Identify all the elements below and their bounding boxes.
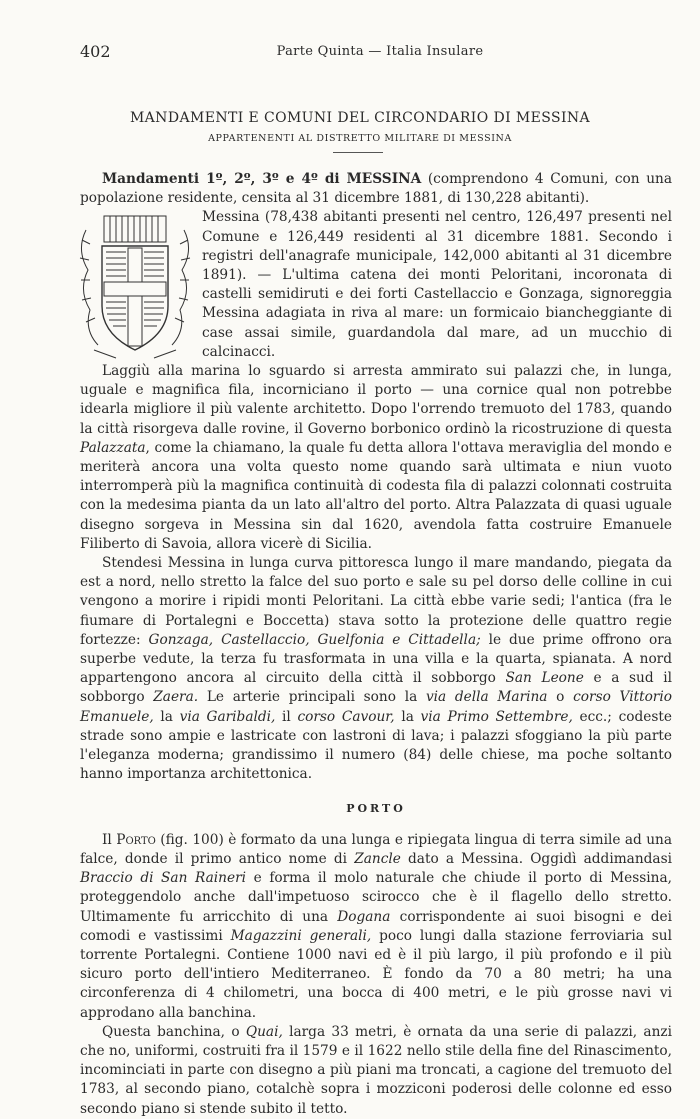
italic-run: via della Marina [425,689,548,706]
text-run: Laggiù alla marina lo sguardo si arresta ammirato sui palazzi che, in lunga, uguale e magnifica fila, incorniciano il porto — una cornice qual non potrebbe idearla migliore il più valente architetto. Dopo l'orrendo tremuoto del 1783, quando la città risorgeva dalle rovine, il Governo borbonico ordinò la ricostruzione di questa [80,363,672,437]
text-run: Questa banchina, o [102,1023,246,1040]
italic-run: Palazzata [80,439,146,456]
text-run: corrispondente ai suoi bisogni e dei comodi e vastissimi [80,908,672,944]
chapter-subtitle: APPARTENENTI AL DISTRETTO MILITARE DI MESSINA [208,133,512,144]
section-heading-porto: PORTO [346,801,406,815]
text-run: poco lungi dalla stazione ferroviaria sul torrente Portalegni. Contiene 1000 navi ed è il più largo, il più profondo e il più sicuro porto dell'intiero Mediterraneo. È fondo da 70 a 80 metri; ha una circonferenza di 4 chilometri, una bocca di 400 metri, e le più grosse navi vi approdano alla banchina. [80,927,672,1021]
page-number: 402 [80,42,111,61]
italic-run: corso Cavour, [297,708,395,725]
paragraph-messina: Messina (78,438 abitanti presenti nel centro, 126,497 presenti nel Comune e 126,449 residenti al 31 dicembre 1881. Secondo i registri dell'anagrafe municipale, 142,000 abitanti al 31 dicembre 1891). — L'ultima catena dei monti Peloritani, incoronata di castelli semidiruti e dei forti Castellaccio e Gonzaga, signoreggia Messina adagiata in riva al mare: un formicaio biancheggiante di case assai simile, guardandola dal mare, ad un mucchio di calcinacci. [202,209,672,360]
text-run: larga 33 metri, è ornata da una serie di palazzi, anzi che no, uniformi, costruiti fra il 1579 e il 1622 nello stile della fine del Rinascimento, incominciati in parte con disegno a più piani ma troncati, a cagione del tremuoto del 1783, al secondo piano, cotalchè sopra i mozziconi poderosi delle colonne ed esso secondo piano si stende subito il tetto. [80,1023,672,1117]
text-run: le due prime offrono ora superbe vedute, la terza fu trasformata in una villa e la quarta, spianata. A nord appartengono ancora al circuito della città il sobborgo [80,631,673,687]
text-run: e forma il molo naturale che chiude il porto di Messina, proteggendolo anche dall'impetuoso scirocco che è il flagello dello stretto. Ultimamente fu arricchito di una [80,870,672,925]
italic-run: Zaera. [153,689,199,706]
page-header [80,42,640,66]
messina-coat-of-arms-icon [76,210,194,360]
italic-run: Gonzaga, Castellaccio, Guelfonia e Cittadella; [148,631,481,648]
text-run: Stendesi Messina in lunga curva pittoresca lungo il mare mandando, piegata da est a nord, nello stretto la falce del suo porto e sale su pel dorso delle colline in cui vengono a morire i ripidi monti Peloritani. La città ebbe varie sedi; l'antica (fra le fiumare di Portalegni e Boccetta) stava sotto la protezione delle quattro regie fortezze: [80,555,672,648]
italic-run: Quai, [245,1023,283,1040]
chapter-title: MANDAMENTI E COMUNI DEL CIRCONDARIO DI MESSINA [129,110,591,126]
italic-run: Braccio di San Raineri [80,870,247,887]
italic-run: Dogana [337,908,391,925]
text-run: ecc.; codeste strade sono ampie e lastricate con lastroni di lava; i palazzi sfoggiano la più parte l'eleganza moderna; grandissimo il numero (84) delle chiese, ma poche soltanto hanno importanza architettonica. [80,708,672,783]
body-text [80,170,672,1119]
italic-run: San Leone [505,670,584,687]
italic-run: via Primo Settembre, [420,708,573,725]
text-run: il [275,708,298,725]
text-run: (fig. 100) è formato da una lunga e ripiegata lingua di terra simile ad una falce, donde il primo antico nome di [80,831,673,867]
intro-paragraph [80,170,672,208]
text-run: Le arterie principali sono la [198,689,426,706]
italic-run: corso Vittorio Emanuele, [80,689,672,725]
paragraph-city [80,554,672,784]
intro-rest: (comprendono 4 Comuni, con una popolazione residente, censita al 31 dicembre 1881, di 130,228 abitanti). [80,171,673,207]
italic-run: Zancle [354,850,401,867]
running-title: Parte Quinta — Italia Insulare [276,44,484,59]
paragraph-banchina [80,1023,672,1119]
text-run: la [153,708,180,725]
text-run: dato a Messina. Oggidì addimandasi [400,850,672,867]
paragraph-palazzata [80,362,672,554]
text-run: Il [102,831,117,848]
text-run: la [394,708,421,725]
italic-run: Magazzini generali, [230,927,372,944]
italic-run: via Garibaldi, [179,708,276,725]
text-run: o [547,689,574,706]
text-run: e a sud il sobborgo [80,670,672,706]
text-run: , come la chiamano, la quale fu detta allora l'ottava meraviglia del mondo e meriterà ancora una volta questo nome quando sarà ultimata e niun vuoto interromperà più la magnifica continuità di codesta fila di palazzi colonnati costruita con la medesima pianta da un lato all'altro del porto. Altra Palazzata di quasi uguale disegno sorgeva in Messina sin dal 1620, avendola fatta costruire Emanuele Filiberto di Savoia, allora vicerè di Sicilia. [80,439,672,552]
smallcaps-run: Porto [116,831,156,848]
paragraph-porto [80,831,672,1023]
intro-lead: Mandamenti 1º, 2º, 3º e 4º di MESSINA [102,171,422,187]
title-rule [333,152,383,153]
